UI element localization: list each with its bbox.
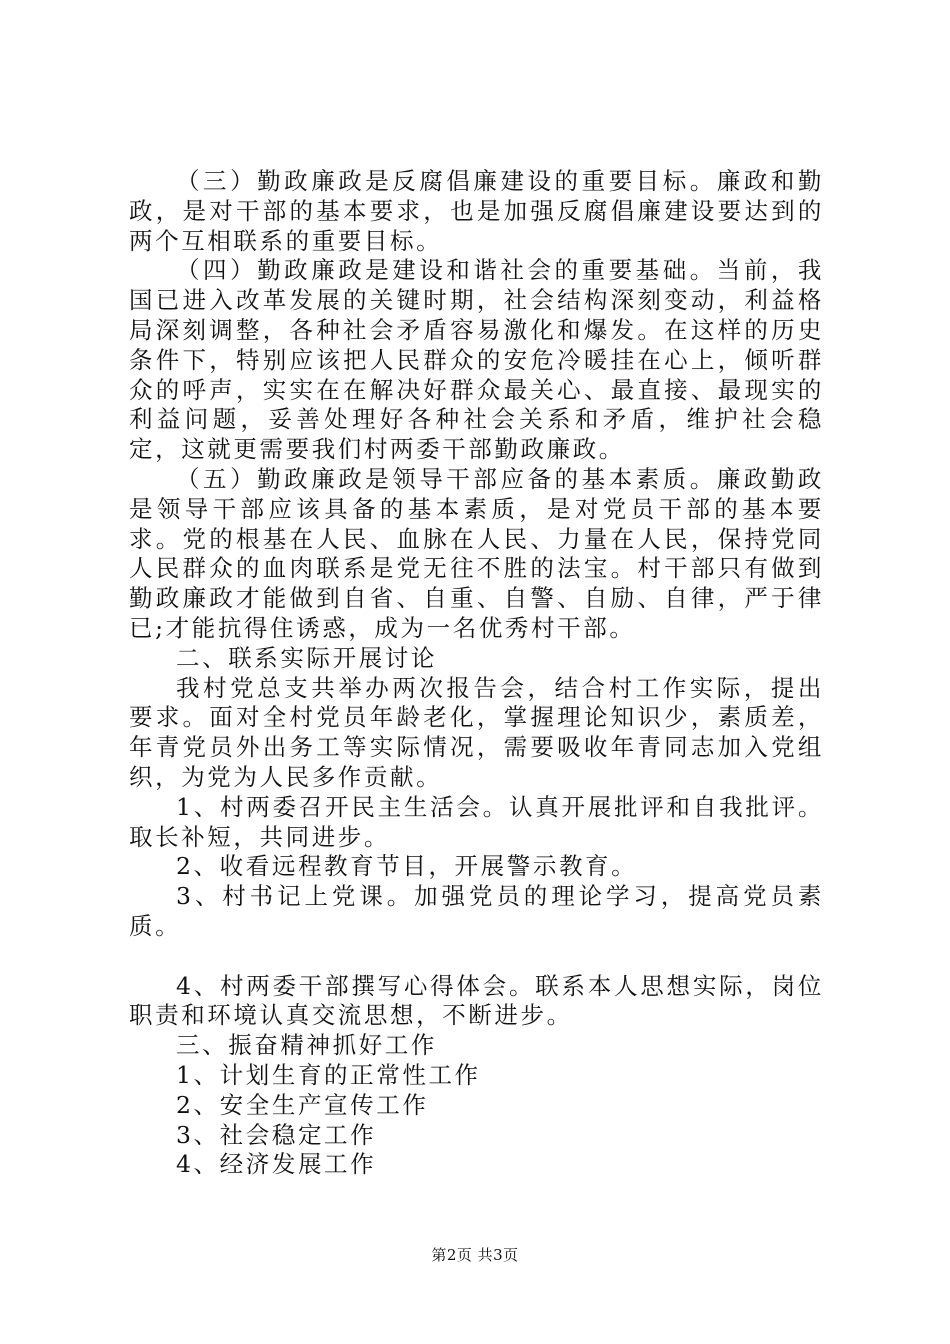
list-item-discussion-3: 3、村书记上党课。加强党员的理论学习，提高党员素质。 (129, 882, 824, 940)
list-item-discussion-1: 1、村两委召开民主生活会。认真开展批评和自我批评。取长补短，共同进步。 (129, 792, 824, 851)
paragraph-report-meetings: 我村党总支共举办两次报告会，结合村工作实际，提出要求。面对全村党员年龄老化，掌握理论知识少，素质差，年青党员外出务工等实际情况，需要吸收年青同志加入党组织，为党为人民多作贡献。 (129, 673, 824, 791)
list-item-discussion-4: 4、村两委干部撰写心得体会。联系本人思想实际，岗位职责和环境认真交流思想，不断进步。 (129, 971, 824, 1030)
document-body (129, 167, 824, 1180)
heading-section-three: 三、振奋精神抓好工作 (176, 1031, 437, 1060)
paragraph-section-4: （四）勤政廉政是建设和谐社会的重要基础。当前，我国已进入改革发展的关键时期，社会结构深刻变动，利益格局深刻调整，各种社会矛盾容易激化和爆发。在这样的历史条件下，特别应该把人民群众的安危冷暖挂在心上，倾听群众的呼声，实实在在解决好群众最关心、最直接、最现实的利益问题，妥善处理好各种社会关系和矛盾，维护社会稳定，这就更需要我们村两委干部勤政廉政。 (129, 256, 824, 464)
list-item-discussion-2: 2、收看远程教育节目，开展警示教育。 (176, 852, 638, 881)
paragraph-section-3: （三）勤政廉政是反腐倡廉建设的重要目标。廉政和勤政，是对干部的基本要求，也是加强反腐倡廉建设要达到的两个互相联系的重要目标。 (129, 167, 824, 255)
list-item-work-3: 3、社会稳定工作 (176, 1120, 377, 1149)
heading-section-two: 二、联系实际开展讨论 (176, 643, 437, 672)
list-item-work-4: 4、经济发展工作 (176, 1150, 377, 1179)
list-item-work-2: 2、安全生产宣传工作 (176, 1090, 429, 1119)
list-item-work-1: 1、计划生育的正常性工作 (176, 1060, 481, 1089)
page-number-footer: 第2页 共3页 (431, 1246, 519, 1264)
paragraph-section-5: （五）勤政廉政是领导干部应备的基本素质。廉政勤政是领导干部应该具备的基本素质，是对党员干部的基本要求。党的根基在人民、血脉在人民、力量在人民，保持党同人民群众的血肉联系是党无往不胜的法宝。村干部只有做到勤政廉政才能做到自省、自重、自警、自励、自律，严于律已;才能抗得住诱惑，成为一名优秀村干部。 (129, 464, 824, 642)
